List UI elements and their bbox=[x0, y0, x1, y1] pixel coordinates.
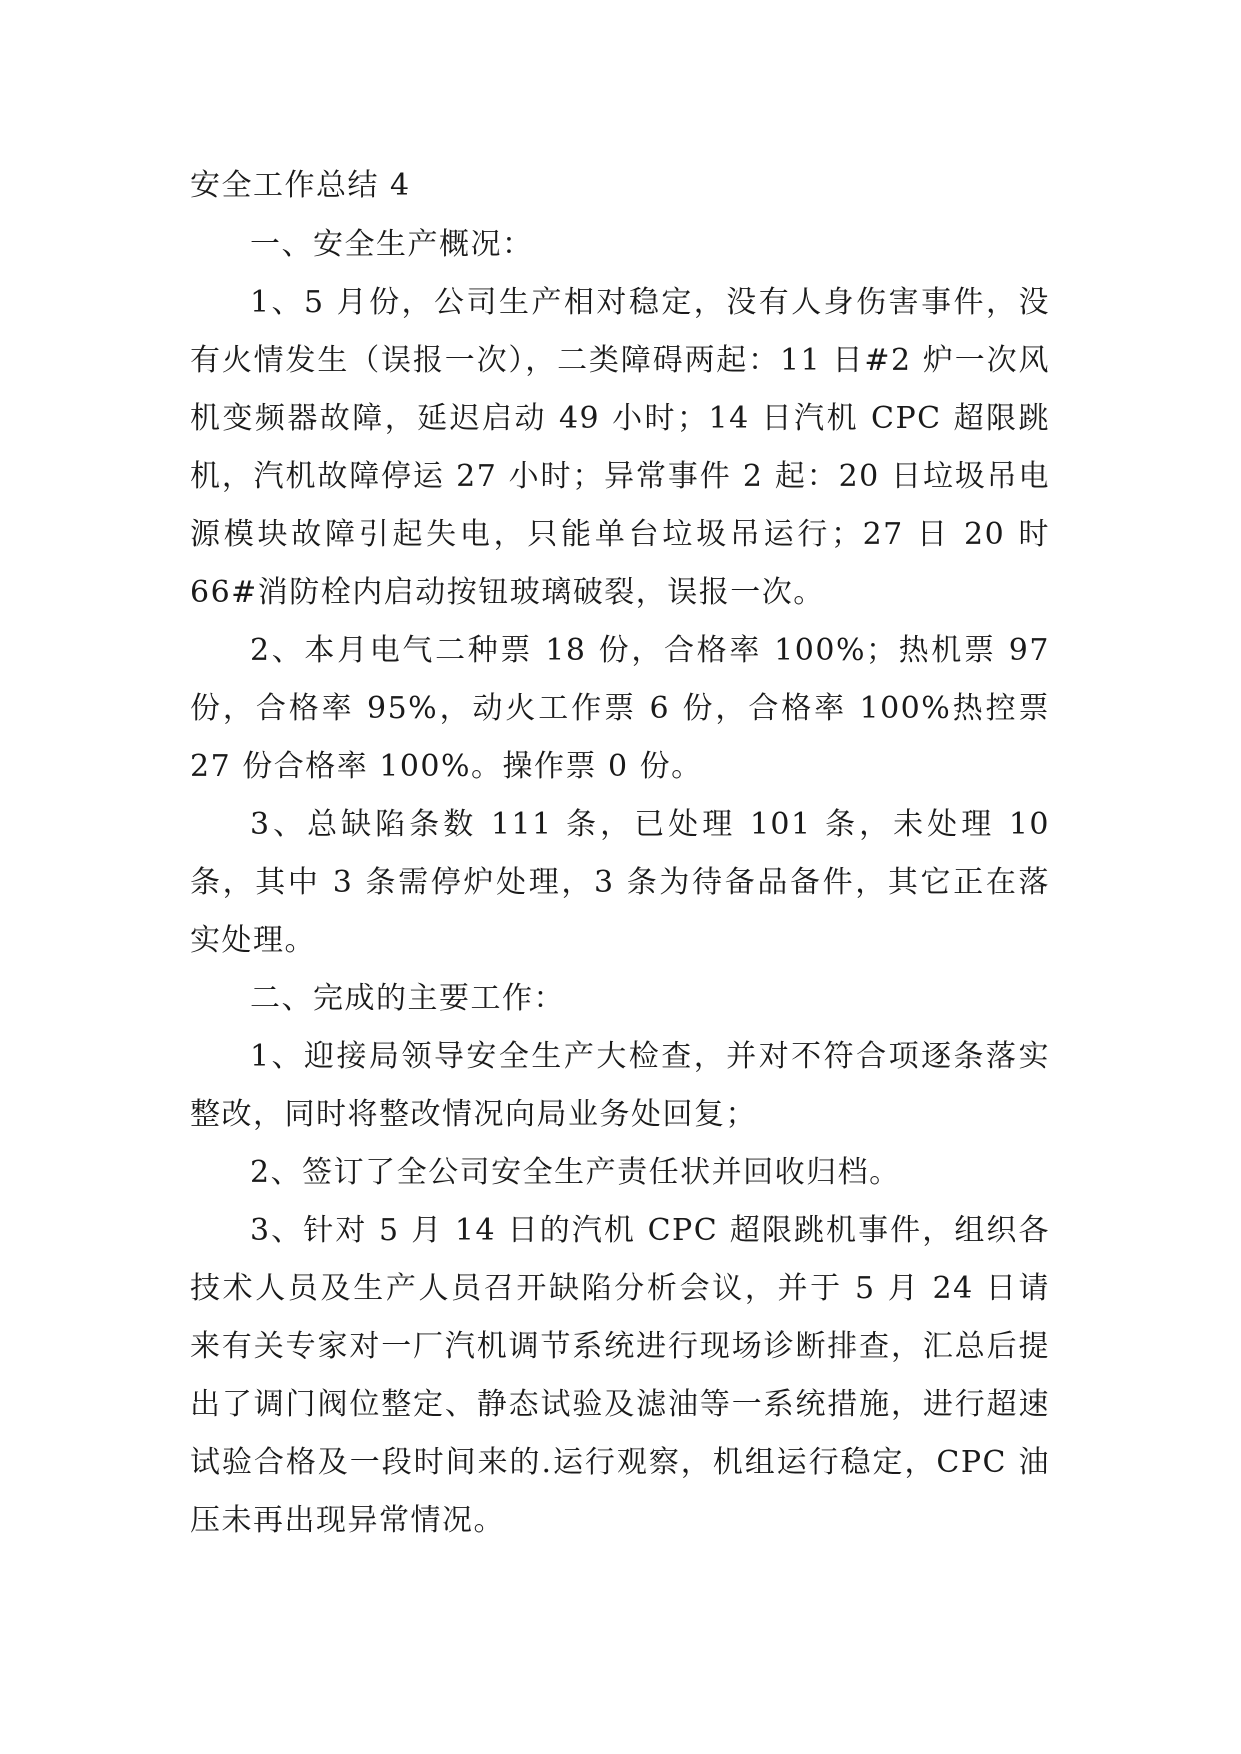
paragraph-incidents: 1、5 月份，公司生产相对稳定，没有人身伤害事件，没有火情发生（误报一次），二类障碍两起：11 日#2 炉一次风机变频器故障，延迟启动 49 小时；14 日汽机 CPC 超限跳机，汽机故障停运 27 小时；异常事件 2 起：20 日垃圾吊电源模块故障引起失电，只能单台垃圾吊运行；27 日 20 时 66#消防栓内启动按钮玻璃破裂，误报一次。 bbox=[190, 285, 1050, 610]
paragraph-work-tickets: 2、本月电气二种票 18 份，合格率 100%；热机票 97 份，合格率 95%，动火工作票 6 份，合格率 100%热控票 27 份合格率 100%。操作票 0 份。 bbox=[190, 633, 1050, 784]
document-title: 安全工作总结 4 bbox=[190, 168, 411, 203]
paragraph-responsibility: 2、签订了全公司安全生产责任状并回收归档。 bbox=[250, 1155, 901, 1190]
paragraph-cpc-analysis: 3、针对 5 月 14 日的汽机 CPC 超限跳机事件，组织各技术人员及生产人员召开缺陷分析会议，并于 5 月 24 日请来有关专家对一厂汽机调节系统进行现场诊断排查，汇总后提出了调门阀位整定、静态试验及滤油等一系统措施，进行超速试验合格及一段时间来的.运行观察，机组运行稳定，CPC 油压未再出现异常情况。 bbox=[190, 1213, 1050, 1538]
section-heading-main-work: 二、完成的主要工作： bbox=[250, 981, 565, 1016]
paragraph-inspection: 1、迎接局领导安全生产大检查，并对不符合项逐条落实整改，同时将整改情况向局业务处回复； bbox=[190, 1039, 1050, 1132]
paragraph-defects: 3、总缺陷条数 111 条，已处理 101 条，未处理 10 条，其中 3 条需停炉处理，3 条为待备品备件，其它正在落实处理。 bbox=[190, 807, 1050, 958]
document-body bbox=[190, 156, 1050, 1550]
section-heading-safety-overview: 一、安全生产概况： bbox=[250, 227, 534, 262]
